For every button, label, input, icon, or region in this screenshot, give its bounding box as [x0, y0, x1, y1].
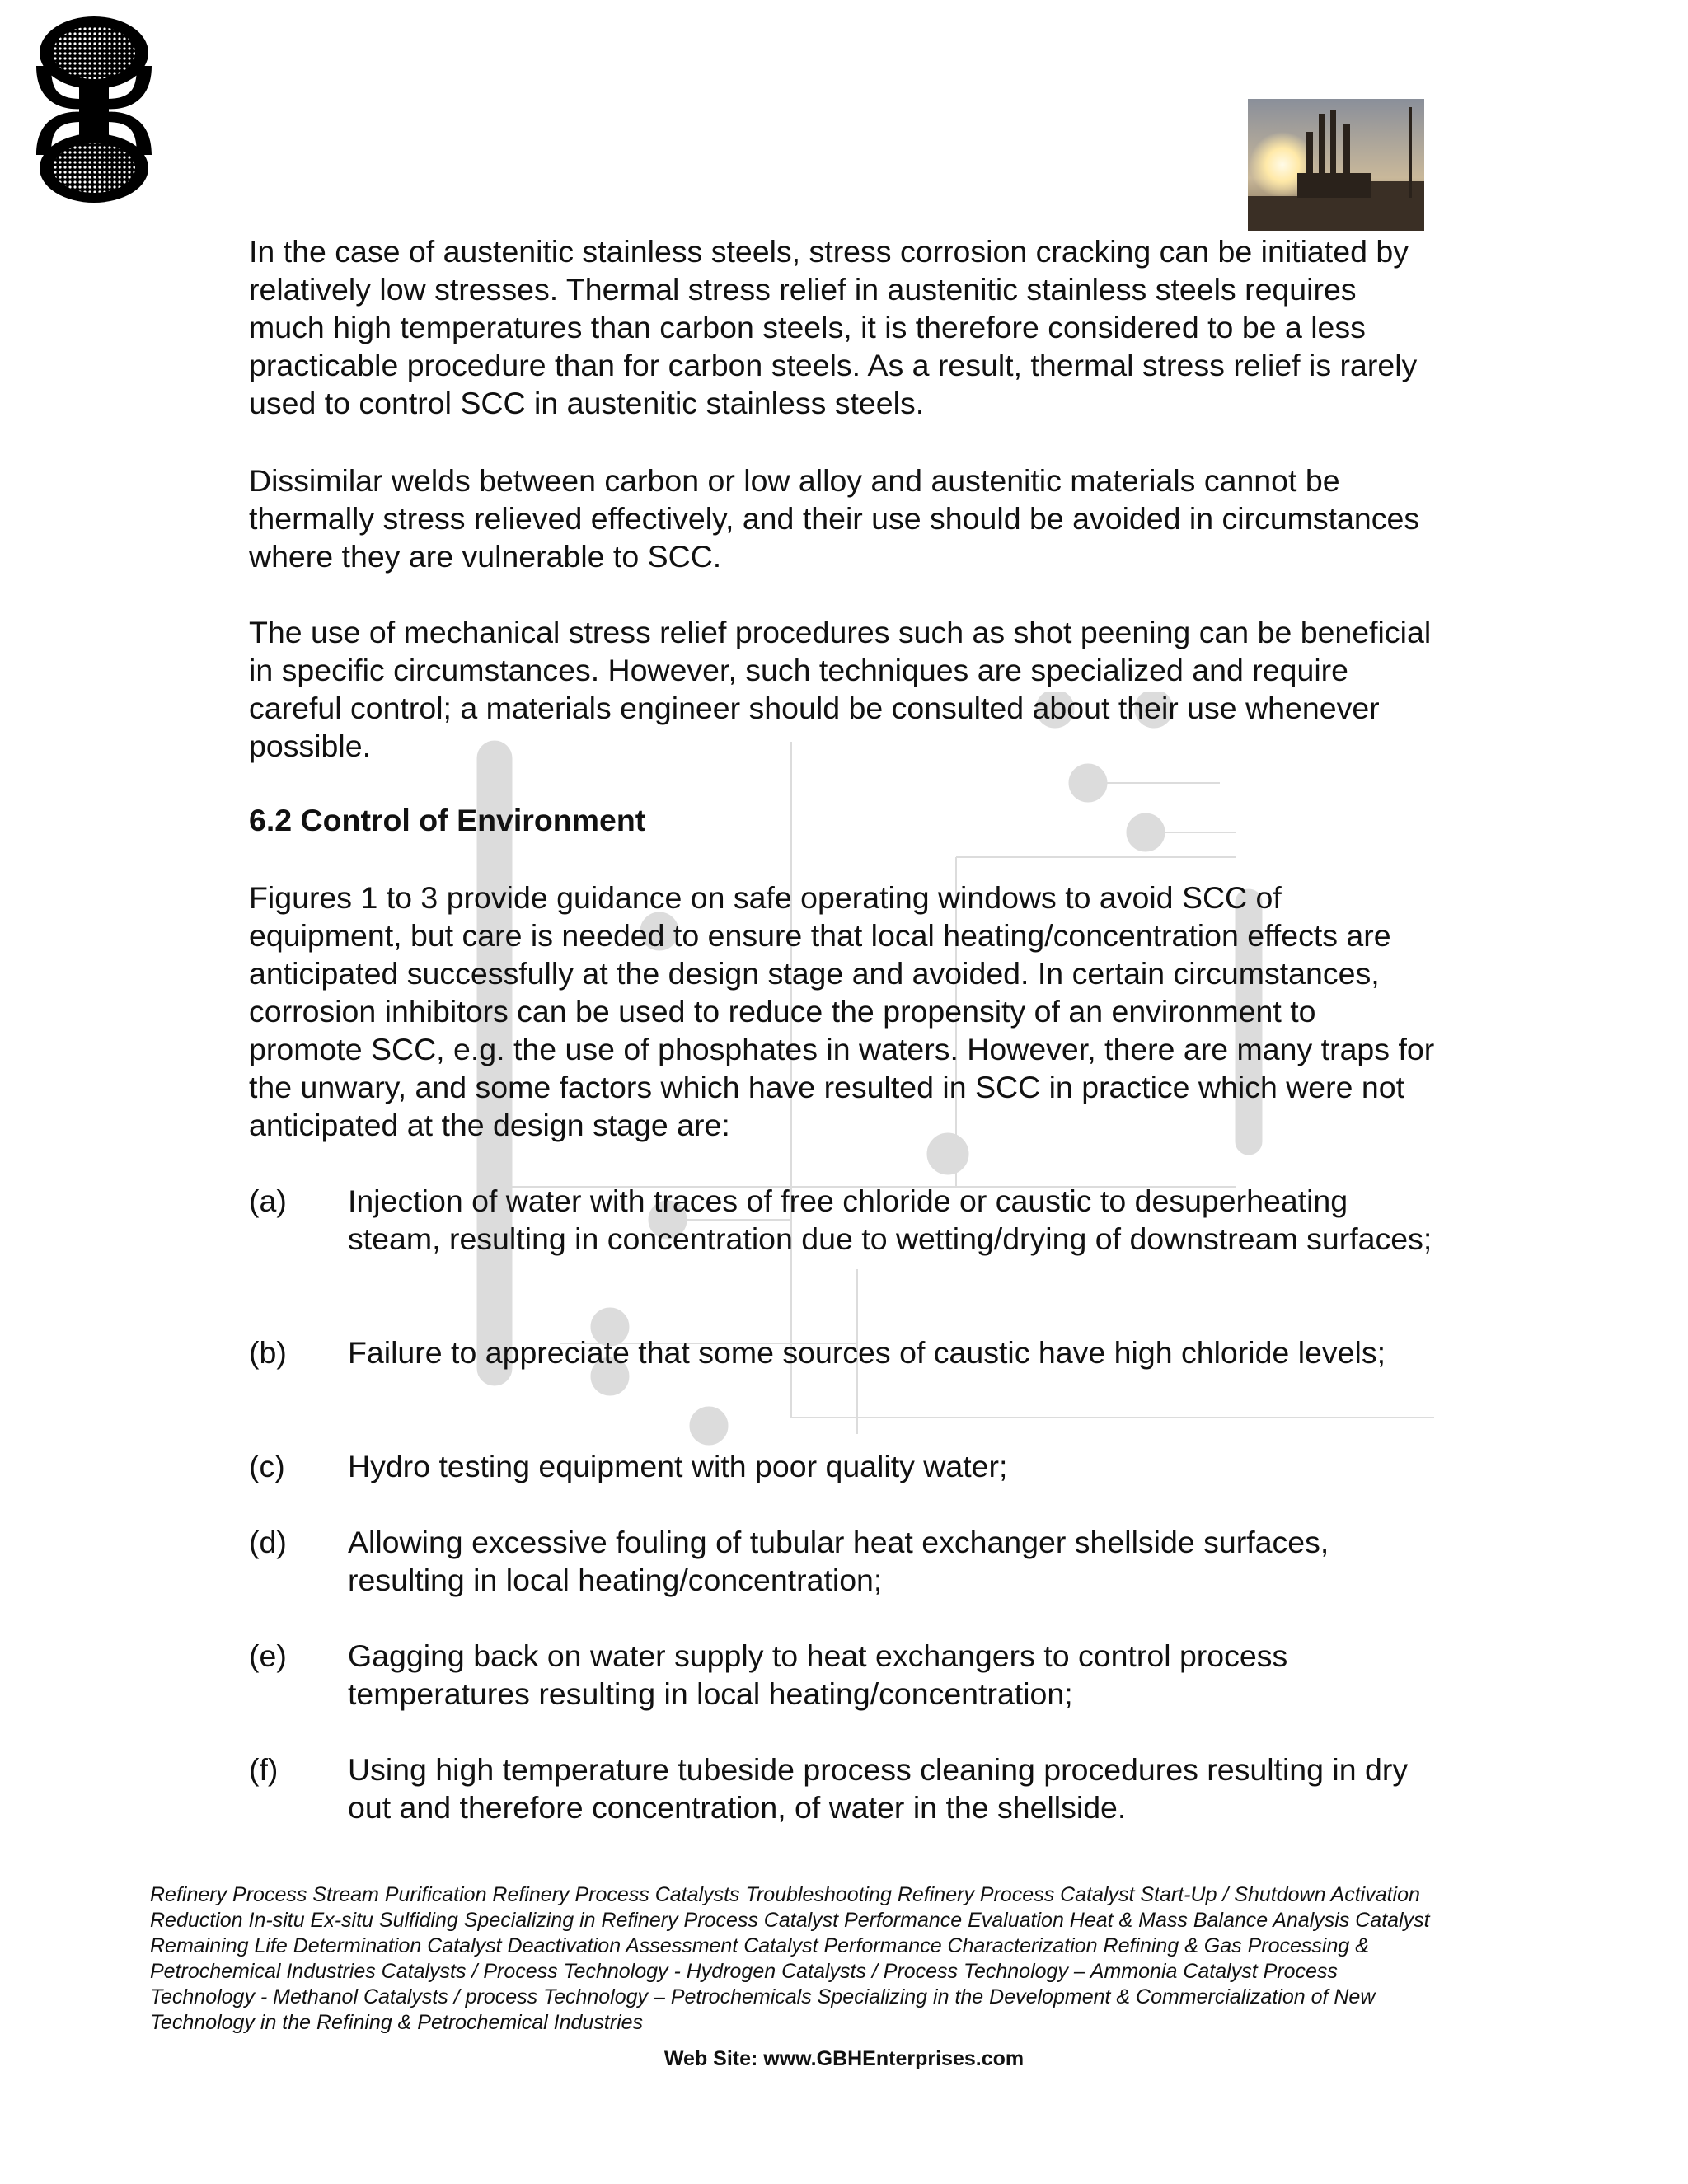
paragraph-control-environment: Figures 1 to 3 provide guidance on safe operating windows to avoid SCC of equipment, but care is needed to ensure that local heating/concentration effects are anticipated successfully at the design stage and avoided. In certain circumstances, corrosion inhibitors can be used to reduce the propensity of an environment to promote SCC, e.g. the use of phosphates in waters. However, there are many traps for the unwary, and some factors which have resulted in SCC in practice which were not anticipated at the design stage are:	[249, 880, 1435, 1142]
list-item-label: (f)	[249, 1752, 279, 1787]
footer-website: Web Site: www.GBHEnterprises.com	[663, 2047, 1025, 2070]
list-item-label: (a)	[249, 1183, 287, 1218]
list-item-text: Using high temperature tubeside process cleaning procedures resulting in dry out and therefore concentration, of water in the shellside.	[348, 1752, 1409, 1825]
paragraph-mechanical-stress-relief: The use of mechanical stress relief procedures such as shot peening can be beneficial in specific circumstances. However, such techniques are specialized and require careful control; a materials engineer should be consulted about their use whenever possible.	[249, 615, 1432, 763]
refinery-photo-icon	[1248, 99, 1424, 231]
list-item-label: (b)	[249, 1335, 287, 1370]
list-item-text: Gagging back on water supply to heat exchangers to control process temperatures resulting in local heating/concentration;	[348, 1638, 1288, 1711]
paragraph-dissimilar-welds: Dissimilar welds between carbon or low alloy and austenitic materials cannot be thermally stress relieved effectively, and their use should be avoided in circumstances where they are vulnerable to SCC.	[249, 463, 1420, 574]
list-item-label: (d)	[249, 1525, 287, 1559]
list-item-label: (e)	[249, 1638, 287, 1673]
list-item-text: Hydro testing equipment with poor quality water;	[348, 1449, 1008, 1483]
list-item-text: Failure to appreciate that some sources of caustic have high chloride levels;	[348, 1335, 1386, 1370]
section-heading: 6.2 Control of Environment	[249, 803, 646, 837]
gbh-logo-icon	[33, 16, 155, 204]
paragraph-austenitic-stress-relief: In the case of austenitic stainless steels, stress corrosion cracking can be initiated by relatively low stresses. Thermal stress relief in austenitic stainless steels requires much high temperatures than carbon steels, it is therefore considered to be a less practicable procedure than for carbon steels. As a result, thermal stress relief is rarely used to control SCC in austenitic stainless steels.	[249, 234, 1418, 420]
list-item-label: (c)	[249, 1449, 285, 1483]
footer-tagline: Refinery Process Stream Purification Refinery Process Catalysts Troubleshooting Refinery Process Catalyst Start-Up / Shutdown Activation Reduction In-situ Ex-situ Sulfiding Specializing in Refinery Process Catalyst Performance Evaluation Heat & Mass Balance Analysis Catalyst Remaining Life Determination Catalyst Deactivation Assessment Catalyst Performance Characterization Refining & Gas Processing & Petrochemical Industries Catalysts / Process Technology - Hydrogen Catalysts / Process Technology – Ammonia Catalyst Process Technology - Methanol Catalysts / process Technology – Petrochemicals Specializing in the Development & Commercialization of New Technology in the Refining & Petrochemical Industries	[150, 1883, 1430, 2034]
list-item-text: Injection of water with traces of free chloride or caustic to desuperheating steam, resulting in concentration due to wetting/drying of downstream surfaces;	[348, 1183, 1432, 1256]
list-item-text: Allowing excessive fouling of tubular heat exchanger shellside surfaces, resulting in local heating/concentration;	[348, 1525, 1329, 1597]
